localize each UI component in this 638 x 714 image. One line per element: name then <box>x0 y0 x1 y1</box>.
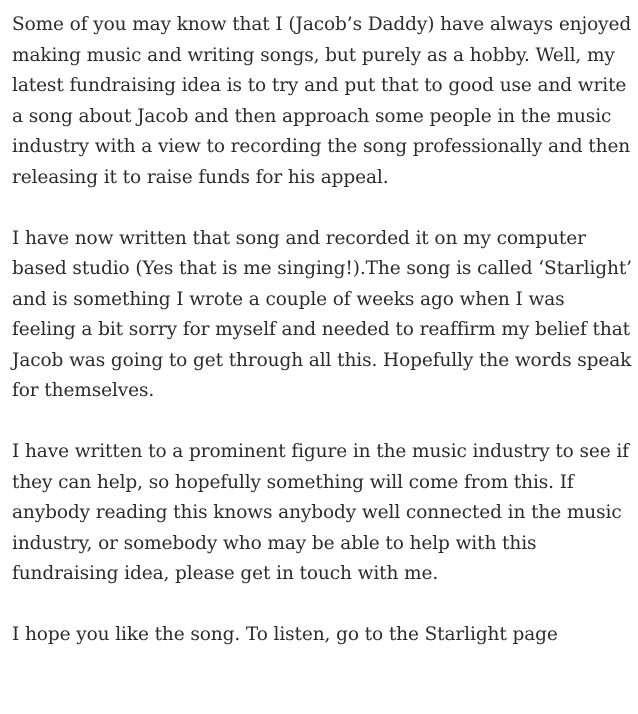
paragraph-hobby: Some of you may know that I (Jacob’s Daddy) have always enjoyed making music and writing songs, but purely as a hobby. Well, my latest fundraising idea is to try and put that to good use and write a song about Jacob and then approach some people in the music industry with a view to recording the song professionally and then releasing it to raise funds for his appeal. <box>12 14 632 188</box>
paragraph-music-industry: I have written to a prominent figure in the music industry to see if they can help, so hopefully something will come from this. If anybody reading this knows anybody well connected in the music industry, or somebody who may be able to help with this fundraising idea, please get in touch with me. <box>12 441 629 584</box>
paragraph-listen: I hope you like the song. To listen, go to the Starlight page <box>12 624 558 645</box>
paragraph-starlight-song: I have now written that song and recorded it on my computer based studio (Yes that is me singing!).The song is called ‘Starlight’ and is something I wrote a couple of weeks ago when I was feeling a bit sorry for myself and needed to reaffirm my belief that Jacob was going to get through all this. Hopefully the words speak for themselves. <box>12 227 632 401</box>
article-body <box>12 10 632 681</box>
